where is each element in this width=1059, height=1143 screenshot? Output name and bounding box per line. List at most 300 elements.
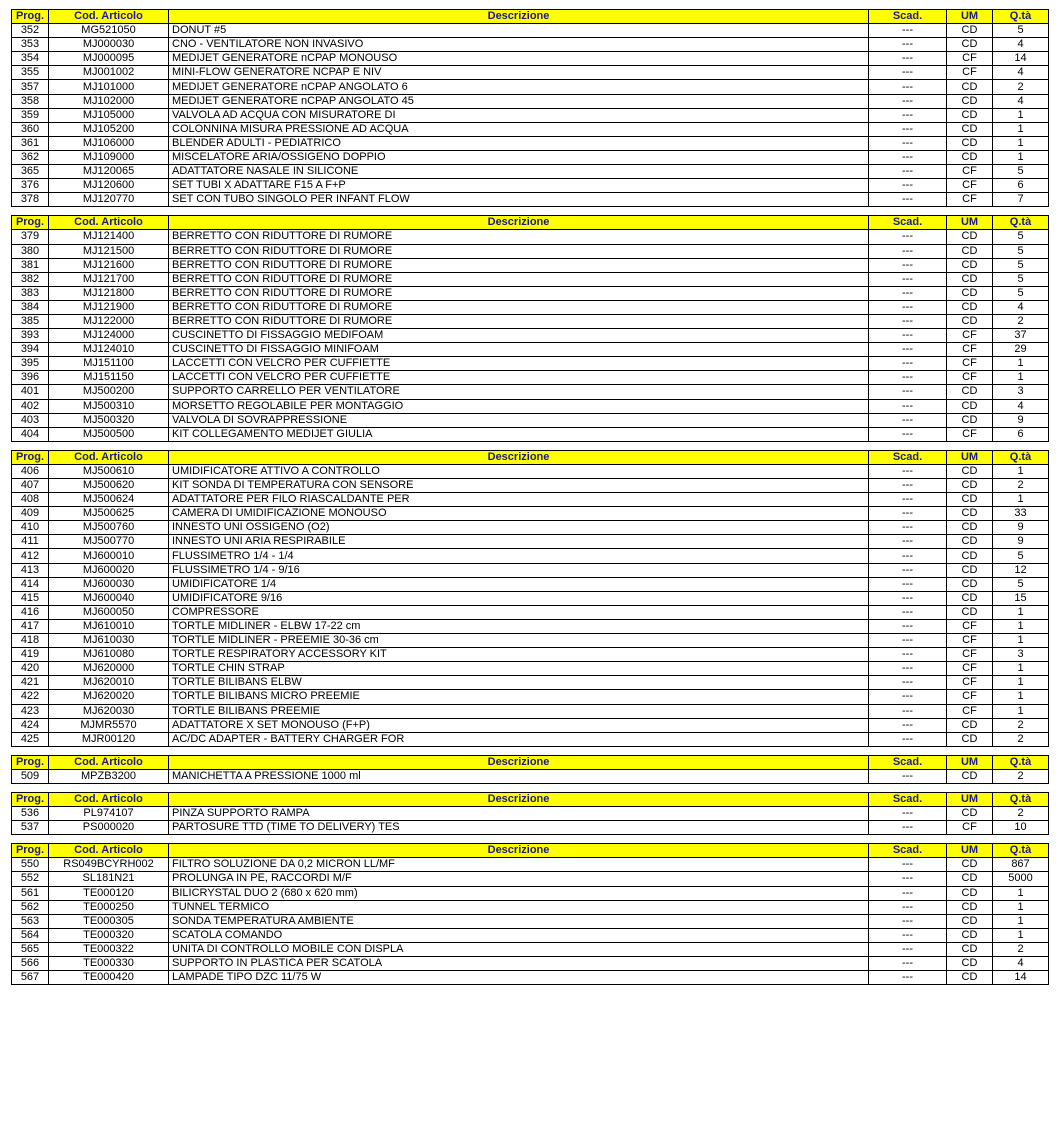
inventory-table — [11, 450, 1049, 747]
scad-cell: --- — [869, 464, 947, 478]
scad-cell: --- — [869, 108, 947, 122]
um-cell: CD — [947, 942, 993, 956]
table-row — [12, 122, 1049, 136]
cod-articolo-cell: MJ500624 — [49, 493, 169, 507]
qta-cell: 10 — [993, 821, 1049, 835]
cod-articolo-cell: MJ121500 — [49, 244, 169, 258]
qta-cell: 1 — [993, 676, 1049, 690]
table-row — [12, 314, 1049, 328]
descrizione-cell: BILICRYSTAL DUO 2 (680 x 620 mm) — [169, 886, 869, 900]
inventory-page — [11, 9, 1048, 985]
descrizione-cell: UMIDIFICATORE ATTIVO A CONTROLLO — [169, 464, 869, 478]
cod-articolo-cell: MJ620030 — [49, 704, 169, 718]
um-cell: CF — [947, 193, 993, 207]
um-cell: CD — [947, 314, 993, 328]
prog-cell: 358 — [12, 94, 49, 108]
table-row — [12, 413, 1049, 427]
qta-cell: 4 — [993, 38, 1049, 52]
descrizione-cell: MEDIJET GENERATORE nCPAP ANGOLATO 6 — [169, 80, 869, 94]
um-cell: CF — [947, 619, 993, 633]
prog-cell: 359 — [12, 108, 49, 122]
prog-cell: 394 — [12, 343, 49, 357]
prog-header: Prog. — [12, 844, 49, 858]
descrizione-cell: KIT COLLEGAMENTO MEDIJET GIULIA — [169, 427, 869, 441]
prog-cell: 550 — [12, 858, 49, 872]
qta-cell: 5 — [993, 577, 1049, 591]
prog-header: Prog. — [12, 755, 49, 769]
um-cell: CF — [947, 648, 993, 662]
descrizione-cell: BERRETTO CON RIDUTTORE DI RUMORE — [169, 286, 869, 300]
table-row — [12, 427, 1049, 441]
prog-cell: 379 — [12, 230, 49, 244]
qta-cell: 9 — [993, 535, 1049, 549]
prog-cell: 380 — [12, 244, 49, 258]
table-row — [12, 38, 1049, 52]
um-cell: CD — [947, 535, 993, 549]
descrizione-cell: COMPRESSORE — [169, 605, 869, 619]
qta-cell: 1 — [993, 136, 1049, 150]
prog-cell: 411 — [12, 535, 49, 549]
cod-articolo-cell: MJ500760 — [49, 521, 169, 535]
prog-cell: 355 — [12, 66, 49, 80]
cod-articolo-header: Cod. Articolo — [49, 792, 169, 806]
um-cell: CF — [947, 165, 993, 179]
cod-articolo-cell: MJ610010 — [49, 619, 169, 633]
scad-cell: --- — [869, 24, 947, 38]
cod-articolo-cell: MJ610030 — [49, 634, 169, 648]
descrizione-cell: FILTRO SOLUZIONE DA 0,2 MICRON LL/MF — [169, 858, 869, 872]
descrizione-cell: CNO - VENTILATORE NON INVASIVO — [169, 38, 869, 52]
scad-header: Scad. — [869, 755, 947, 769]
scad-cell: --- — [869, 971, 947, 985]
cod-articolo-cell: SL181N21 — [49, 872, 169, 886]
scad-cell: --- — [869, 357, 947, 371]
table-header-row — [12, 216, 1049, 230]
um-cell: CD — [947, 413, 993, 427]
descrizione-cell: TORTLE CHIN STRAP — [169, 662, 869, 676]
prog-cell: 565 — [12, 942, 49, 956]
scad-cell: --- — [869, 94, 947, 108]
descrizione-cell: MEDIJET GENERATORE nCPAP MONOUSO — [169, 52, 869, 66]
prog-cell: 404 — [12, 427, 49, 441]
prog-header: Prog. — [12, 792, 49, 806]
inventory-table — [11, 215, 1049, 442]
qta-cell: 4 — [993, 94, 1049, 108]
inventory-table — [11, 9, 1049, 207]
prog-cell: 403 — [12, 413, 49, 427]
cod-articolo-cell: MJ620010 — [49, 676, 169, 690]
prog-cell: 354 — [12, 52, 49, 66]
um-cell: CF — [947, 329, 993, 343]
cod-articolo-cell: MJ151100 — [49, 357, 169, 371]
prog-cell: 562 — [12, 900, 49, 914]
scad-cell: --- — [869, 648, 947, 662]
scad-cell: --- — [869, 549, 947, 563]
scad-cell: --- — [869, 300, 947, 314]
um-cell: CD — [947, 971, 993, 985]
scad-cell: --- — [869, 914, 947, 928]
scad-cell: --- — [869, 957, 947, 971]
cod-articolo-cell: MJ500310 — [49, 399, 169, 413]
scad-cell: --- — [869, 858, 947, 872]
table-row — [12, 521, 1049, 535]
scad-cell: --- — [869, 122, 947, 136]
descrizione-cell: BERRETTO CON RIDUTTORE DI RUMORE — [169, 314, 869, 328]
scad-cell: --- — [869, 66, 947, 80]
qta-cell: 4 — [993, 957, 1049, 971]
table-row — [12, 479, 1049, 493]
scad-cell: --- — [869, 690, 947, 704]
cod-articolo-cell: MJ600040 — [49, 591, 169, 605]
descrizione-header: Descrizione — [169, 844, 869, 858]
um-header: UM — [947, 755, 993, 769]
qta-cell: 1 — [993, 704, 1049, 718]
cod-articolo-cell: MJ600010 — [49, 549, 169, 563]
descrizione-cell: MISCELATORE ARIA/OSSIGENO DOPPIO — [169, 150, 869, 164]
qta-cell: 1 — [993, 619, 1049, 633]
descrizione-cell: SET TUBI X ADATTARE F15 A F+P — [169, 179, 869, 193]
cod-articolo-cell: MJ600050 — [49, 605, 169, 619]
descrizione-cell: BLENDER ADULTI - PEDIATRICO — [169, 136, 869, 150]
qta-header: Q.tà — [993, 792, 1049, 806]
descrizione-cell: PINZA SUPPORTO RAMPA — [169, 807, 869, 821]
cod-articolo-cell: MG521050 — [49, 24, 169, 38]
um-cell: CD — [947, 928, 993, 942]
um-header: UM — [947, 792, 993, 806]
descrizione-cell: VALVOLA DI SOVRAPPRESSIONE — [169, 413, 869, 427]
qta-cell: 1 — [993, 493, 1049, 507]
qta-cell: 5 — [993, 230, 1049, 244]
um-cell: CD — [947, 150, 993, 164]
scad-header: Scad. — [869, 10, 947, 24]
cod-articolo-cell: MJ001002 — [49, 66, 169, 80]
qta-cell: 6 — [993, 179, 1049, 193]
descrizione-cell: TUNNEL TERMICO — [169, 900, 869, 914]
descrizione-cell: BERRETTO CON RIDUTTORE DI RUMORE — [169, 258, 869, 272]
descrizione-cell: BERRETTO CON RIDUTTORE DI RUMORE — [169, 230, 869, 244]
table-row — [12, 150, 1049, 164]
descrizione-cell: TORTLE MIDLINER - ELBW 17-22 cm — [169, 619, 869, 633]
table-row — [12, 286, 1049, 300]
prog-cell: 561 — [12, 886, 49, 900]
um-cell: CF — [947, 179, 993, 193]
um-cell: CF — [947, 357, 993, 371]
inventory-table — [11, 792, 1049, 835]
descrizione-cell: BERRETTO CON RIDUTTORE DI RUMORE — [169, 300, 869, 314]
prog-cell: 421 — [12, 676, 49, 690]
cod-articolo-cell: MPZB3200 — [49, 769, 169, 783]
table-row — [12, 193, 1049, 207]
qta-cell: 29 — [993, 343, 1049, 357]
table-row — [12, 230, 1049, 244]
qta-cell: 4 — [993, 300, 1049, 314]
qta-header: Q.tà — [993, 844, 1049, 858]
table-row — [12, 634, 1049, 648]
cod-articolo-cell: MJ121400 — [49, 230, 169, 244]
table-row — [12, 493, 1049, 507]
table-row — [12, 718, 1049, 732]
um-cell: CD — [947, 24, 993, 38]
scad-cell: --- — [869, 732, 947, 746]
cod-articolo-cell: MJ105000 — [49, 108, 169, 122]
descrizione-header: Descrizione — [169, 755, 869, 769]
table-row — [12, 385, 1049, 399]
table-row — [12, 300, 1049, 314]
cod-articolo-cell: MJ120770 — [49, 193, 169, 207]
prog-cell: 408 — [12, 493, 49, 507]
cod-articolo-cell: MJ151150 — [49, 371, 169, 385]
descrizione-cell: PROLUNGA IN PE, RACCORDI M/F — [169, 872, 869, 886]
um-cell: CF — [947, 66, 993, 80]
scad-cell: --- — [869, 900, 947, 914]
scad-header: Scad. — [869, 792, 947, 806]
qta-cell: 3 — [993, 385, 1049, 399]
descrizione-cell: LACCETTI CON VELCRO PER CUFFIETTE — [169, 371, 869, 385]
scad-cell: --- — [869, 136, 947, 150]
descrizione-cell: UMIDIFICATORE 9/16 — [169, 591, 869, 605]
table-row — [12, 136, 1049, 150]
um-cell: CD — [947, 521, 993, 535]
table-row — [12, 563, 1049, 577]
table-header-row — [12, 755, 1049, 769]
prog-cell: 414 — [12, 577, 49, 591]
um-cell: CD — [947, 230, 993, 244]
table-row — [12, 605, 1049, 619]
qta-cell: 2 — [993, 479, 1049, 493]
cod-articolo-header: Cod. Articolo — [49, 844, 169, 858]
cod-articolo-cell: MJ102000 — [49, 94, 169, 108]
table-row — [12, 549, 1049, 563]
qta-cell: 6 — [993, 427, 1049, 441]
prog-cell: 413 — [12, 563, 49, 577]
um-cell: CD — [947, 244, 993, 258]
um-cell: CD — [947, 507, 993, 521]
descrizione-cell: TORTLE MIDLINER - PREEMIE 30-36 cm — [169, 634, 869, 648]
scad-cell: --- — [869, 662, 947, 676]
qta-cell: 2 — [993, 718, 1049, 732]
um-cell: CD — [947, 80, 993, 94]
qta-cell: 1 — [993, 886, 1049, 900]
table-row — [12, 971, 1049, 985]
cod-articolo-cell: MJ122000 — [49, 314, 169, 328]
scad-cell: --- — [869, 493, 947, 507]
descrizione-cell: TORTLE BILIBANS MICRO PREEMIE — [169, 690, 869, 704]
descrizione-cell: SONDA TEMPERATURA AMBIENTE — [169, 914, 869, 928]
qta-cell: 4 — [993, 66, 1049, 80]
scad-cell: --- — [869, 577, 947, 591]
table-row — [12, 357, 1049, 371]
table-row — [12, 619, 1049, 633]
descrizione-header: Descrizione — [169, 792, 869, 806]
um-header: UM — [947, 844, 993, 858]
descrizione-cell: SET CON TUBO SINGOLO PER INFANT FLOW — [169, 193, 869, 207]
qta-header: Q.tà — [993, 216, 1049, 230]
table-row — [12, 704, 1049, 718]
um-cell: CD — [947, 886, 993, 900]
qta-cell: 5 — [993, 24, 1049, 38]
prog-cell: 416 — [12, 605, 49, 619]
prog-cell: 396 — [12, 371, 49, 385]
prog-cell: 401 — [12, 385, 49, 399]
um-cell: CD — [947, 300, 993, 314]
descrizione-cell: VALVOLA AD ACQUA CON MISURATORE DI — [169, 108, 869, 122]
scad-cell: --- — [869, 38, 947, 52]
scad-cell: --- — [869, 80, 947, 94]
scad-cell: --- — [869, 343, 947, 357]
descrizione-cell: LACCETTI CON VELCRO PER CUFFIETTE — [169, 357, 869, 371]
prog-header: Prog. — [12, 216, 49, 230]
qta-cell: 1 — [993, 662, 1049, 676]
prog-cell: 376 — [12, 179, 49, 193]
table-row — [12, 80, 1049, 94]
qta-cell: 5 — [993, 165, 1049, 179]
um-cell: CD — [947, 258, 993, 272]
table-row — [12, 648, 1049, 662]
table-row — [12, 94, 1049, 108]
cod-articolo-cell: MJ120600 — [49, 179, 169, 193]
table-row — [12, 807, 1049, 821]
cod-articolo-cell: MJ500610 — [49, 464, 169, 478]
prog-cell: 564 — [12, 928, 49, 942]
descrizione-cell: TORTLE BILIBANS PREEMIE — [169, 704, 869, 718]
cod-articolo-cell: TE000320 — [49, 928, 169, 942]
qta-cell: 14 — [993, 971, 1049, 985]
table-row — [12, 507, 1049, 521]
scad-cell: --- — [869, 399, 947, 413]
cod-articolo-cell: MJ124000 — [49, 329, 169, 343]
scad-cell: --- — [869, 807, 947, 821]
prog-header: Prog. — [12, 10, 49, 24]
cod-articolo-cell: MJ500200 — [49, 385, 169, 399]
descrizione-cell: SCATOLA COMANDO — [169, 928, 869, 942]
scad-cell: --- — [869, 718, 947, 732]
table-row — [12, 52, 1049, 66]
descrizione-cell: SUPPORTO IN PLASTICA PER SCATOLA — [169, 957, 869, 971]
cod-articolo-cell: MJ101000 — [49, 80, 169, 94]
descrizione-header: Descrizione — [169, 450, 869, 464]
qta-cell: 5 — [993, 272, 1049, 286]
prog-cell: 384 — [12, 300, 49, 314]
scad-header: Scad. — [869, 844, 947, 858]
cod-articolo-cell: MJ610080 — [49, 648, 169, 662]
scad-cell: --- — [869, 150, 947, 164]
prog-cell: 423 — [12, 704, 49, 718]
cod-articolo-header: Cod. Articolo — [49, 755, 169, 769]
qta-cell: 1 — [993, 914, 1049, 928]
cod-articolo-cell: MJ121900 — [49, 300, 169, 314]
scad-cell: --- — [869, 507, 947, 521]
um-cell: CF — [947, 690, 993, 704]
table-row — [12, 258, 1049, 272]
um-cell: CD — [947, 549, 993, 563]
cod-articolo-cell: MJ121700 — [49, 272, 169, 286]
table-row — [12, 464, 1049, 478]
um-header: UM — [947, 10, 993, 24]
scad-cell: --- — [869, 272, 947, 286]
descrizione-cell: TORTLE BILIBANS ELBW — [169, 676, 869, 690]
table-row — [12, 343, 1049, 357]
descrizione-header: Descrizione — [169, 216, 869, 230]
descrizione-cell: ADATTATORE PER FILO RIASCALDANTE PER — [169, 493, 869, 507]
qta-cell: 1 — [993, 464, 1049, 478]
table-header-row — [12, 10, 1049, 24]
descrizione-cell: LAMPADE TIPO DZC 11/75 W — [169, 971, 869, 985]
prog-cell: 563 — [12, 914, 49, 928]
table-row — [12, 329, 1049, 343]
um-cell: CD — [947, 718, 993, 732]
um-cell: CF — [947, 821, 993, 835]
um-cell: CF — [947, 676, 993, 690]
cod-articolo-cell: MJR00120 — [49, 732, 169, 746]
qta-header: Q.tà — [993, 450, 1049, 464]
qta-cell: 33 — [993, 507, 1049, 521]
descrizione-cell: TORTLE RESPIRATORY ACCESSORY KIT — [169, 648, 869, 662]
qta-header: Q.tà — [993, 755, 1049, 769]
prog-cell: 419 — [12, 648, 49, 662]
scad-header: Scad. — [869, 450, 947, 464]
table-header-row — [12, 844, 1049, 858]
prog-cell: 412 — [12, 549, 49, 563]
table-row — [12, 662, 1049, 676]
prog-cell: 385 — [12, 314, 49, 328]
descrizione-cell: AC/DC ADAPTER - BATTERY CHARGER FOR — [169, 732, 869, 746]
qta-cell: 1 — [993, 108, 1049, 122]
qta-cell: 5 — [993, 258, 1049, 272]
prog-cell: 360 — [12, 122, 49, 136]
prog-cell: 362 — [12, 150, 49, 164]
scad-cell: --- — [869, 286, 947, 300]
um-cell: CD — [947, 108, 993, 122]
qta-cell: 2 — [993, 80, 1049, 94]
um-cell: CD — [947, 399, 993, 413]
qta-header: Q.tà — [993, 10, 1049, 24]
scad-cell: --- — [869, 230, 947, 244]
um-cell: CD — [947, 464, 993, 478]
prog-cell: 417 — [12, 619, 49, 633]
prog-cell: 552 — [12, 872, 49, 886]
table-row — [12, 942, 1049, 956]
um-cell: CF — [947, 634, 993, 648]
prog-cell: 567 — [12, 971, 49, 985]
scad-header: Scad. — [869, 216, 947, 230]
cod-articolo-cell: MJ105200 — [49, 122, 169, 136]
prog-cell: 410 — [12, 521, 49, 535]
descrizione-cell: BERRETTO CON RIDUTTORE DI RUMORE — [169, 272, 869, 286]
qta-cell: 2 — [993, 314, 1049, 328]
um-cell: CD — [947, 858, 993, 872]
um-cell: CD — [947, 286, 993, 300]
descrizione-cell: PARTOSURE TTD (TIME TO DELIVERY) TES — [169, 821, 869, 835]
prog-cell: 381 — [12, 258, 49, 272]
table-row — [12, 108, 1049, 122]
prog-cell: 422 — [12, 690, 49, 704]
table-row — [12, 732, 1049, 746]
cod-articolo-cell: MJ500620 — [49, 479, 169, 493]
descrizione-cell: CUSCINETTO DI FISSAGGIO MEDIFOAM — [169, 329, 869, 343]
descrizione-cell: FLUSSIMETRO 1/4 - 9/16 — [169, 563, 869, 577]
scad-cell: --- — [869, 165, 947, 179]
prog-cell: 415 — [12, 591, 49, 605]
table-row — [12, 24, 1049, 38]
scad-cell: --- — [869, 942, 947, 956]
table-header-row — [12, 792, 1049, 806]
cod-articolo-cell: MJ500500 — [49, 427, 169, 441]
scad-cell: --- — [869, 605, 947, 619]
qta-cell: 1 — [993, 690, 1049, 704]
scad-cell: --- — [869, 535, 947, 549]
prog-header: Prog. — [12, 450, 49, 464]
cod-articolo-cell: TE000330 — [49, 957, 169, 971]
